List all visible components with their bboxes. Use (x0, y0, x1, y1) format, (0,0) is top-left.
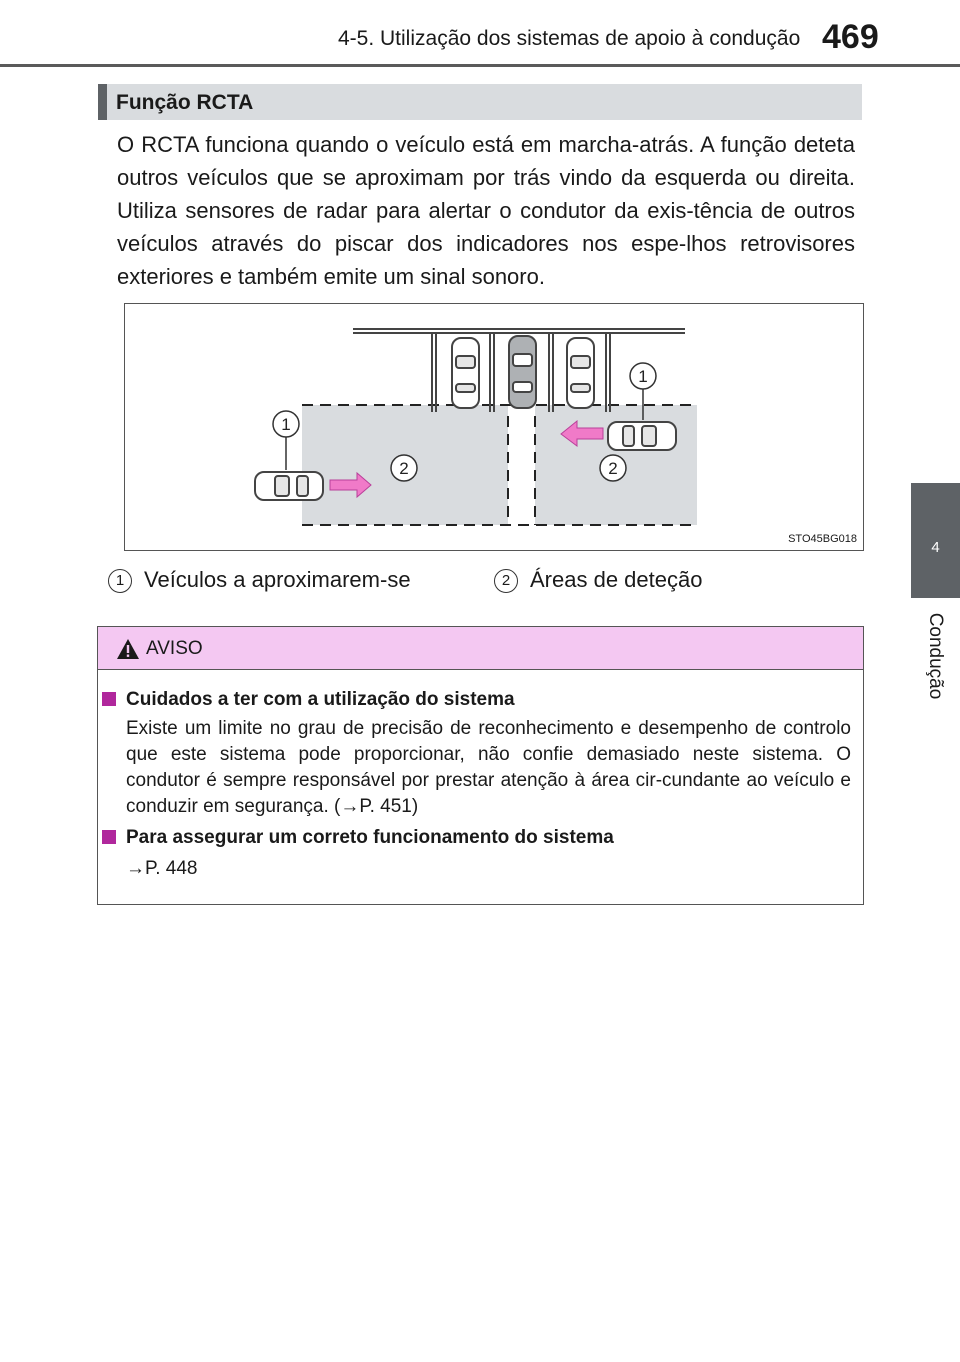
page-number: 469 (822, 18, 879, 56)
svg-text:1: 1 (281, 415, 291, 434)
legend-item-2 (494, 567, 702, 593)
callout-1-right (630, 363, 656, 389)
chapter-tab-number: 4 (931, 539, 940, 556)
svg-text:2: 2 (608, 459, 618, 478)
section-title: Função RCTA (116, 91, 254, 114)
header-divider (0, 64, 960, 67)
warning-box (97, 626, 864, 905)
figure-code: STO45BG018 (788, 533, 857, 545)
warning-triangle-icon (116, 638, 140, 660)
svg-text:2: 2 (399, 459, 409, 478)
warning-item-title-2: Para assegurar um correto funcionamento do sistema (126, 827, 614, 848)
legend-number-2: 2 (494, 569, 518, 593)
own-car-reversing (509, 336, 536, 408)
warning-title: AVISO (146, 638, 203, 659)
parked-car-right (567, 338, 594, 408)
legend-item-1 (108, 567, 411, 593)
warning-header (98, 627, 863, 670)
rcta-diagram-svg (125, 304, 863, 550)
chapter-tab[interactable] (911, 483, 960, 598)
warning-item-body-1: Existe um limite no grau de precisão de reconhecimento e desempenho de controlo que este sistema pode proporcionar, não confie demasiado neste sistema. O condutor é sempre responsável por prestar atenção à área cir-cundante ao veículo e conduzir em segurança. (→P. 451) (126, 718, 851, 817)
chapter-title: 4-5. Utilização dos sistemas de apoio à condução (338, 27, 801, 50)
body-paragraph: O RCTA funciona quando o veículo está em marcha-atrás. A função deteta outros veículos que se aproximam por trás vindo da esquerda ou direita. Utiliza sensores de radar para alertar o condutor da exis-tência de outros veículos através do piscar dos indicadores nos espe-lhos retrovisores exteriores e também emite um sinal sonoro. (117, 132, 855, 289)
approaching-car-left (255, 472, 323, 500)
warning-item-body-2: →P. 448 (126, 858, 198, 879)
legend-text-2: Áreas de deteção (530, 567, 703, 592)
callout-2-right (600, 455, 626, 481)
parked-car-left (452, 338, 479, 408)
rcta-illustration (124, 303, 864, 551)
legend-number-1: 1 (108, 569, 132, 593)
chapter-tab-label: Condução (925, 612, 946, 700)
approaching-car-right (608, 422, 676, 450)
section-heading-bar (98, 84, 862, 120)
legend-text-1: Veículos a aproximarem-se (144, 567, 411, 592)
warning-item-title-1: Cuidados a ter com a utilização do sistema (126, 689, 515, 710)
callout-1-left (273, 411, 299, 437)
callout-2-left (391, 455, 417, 481)
svg-text:1: 1 (638, 367, 648, 386)
